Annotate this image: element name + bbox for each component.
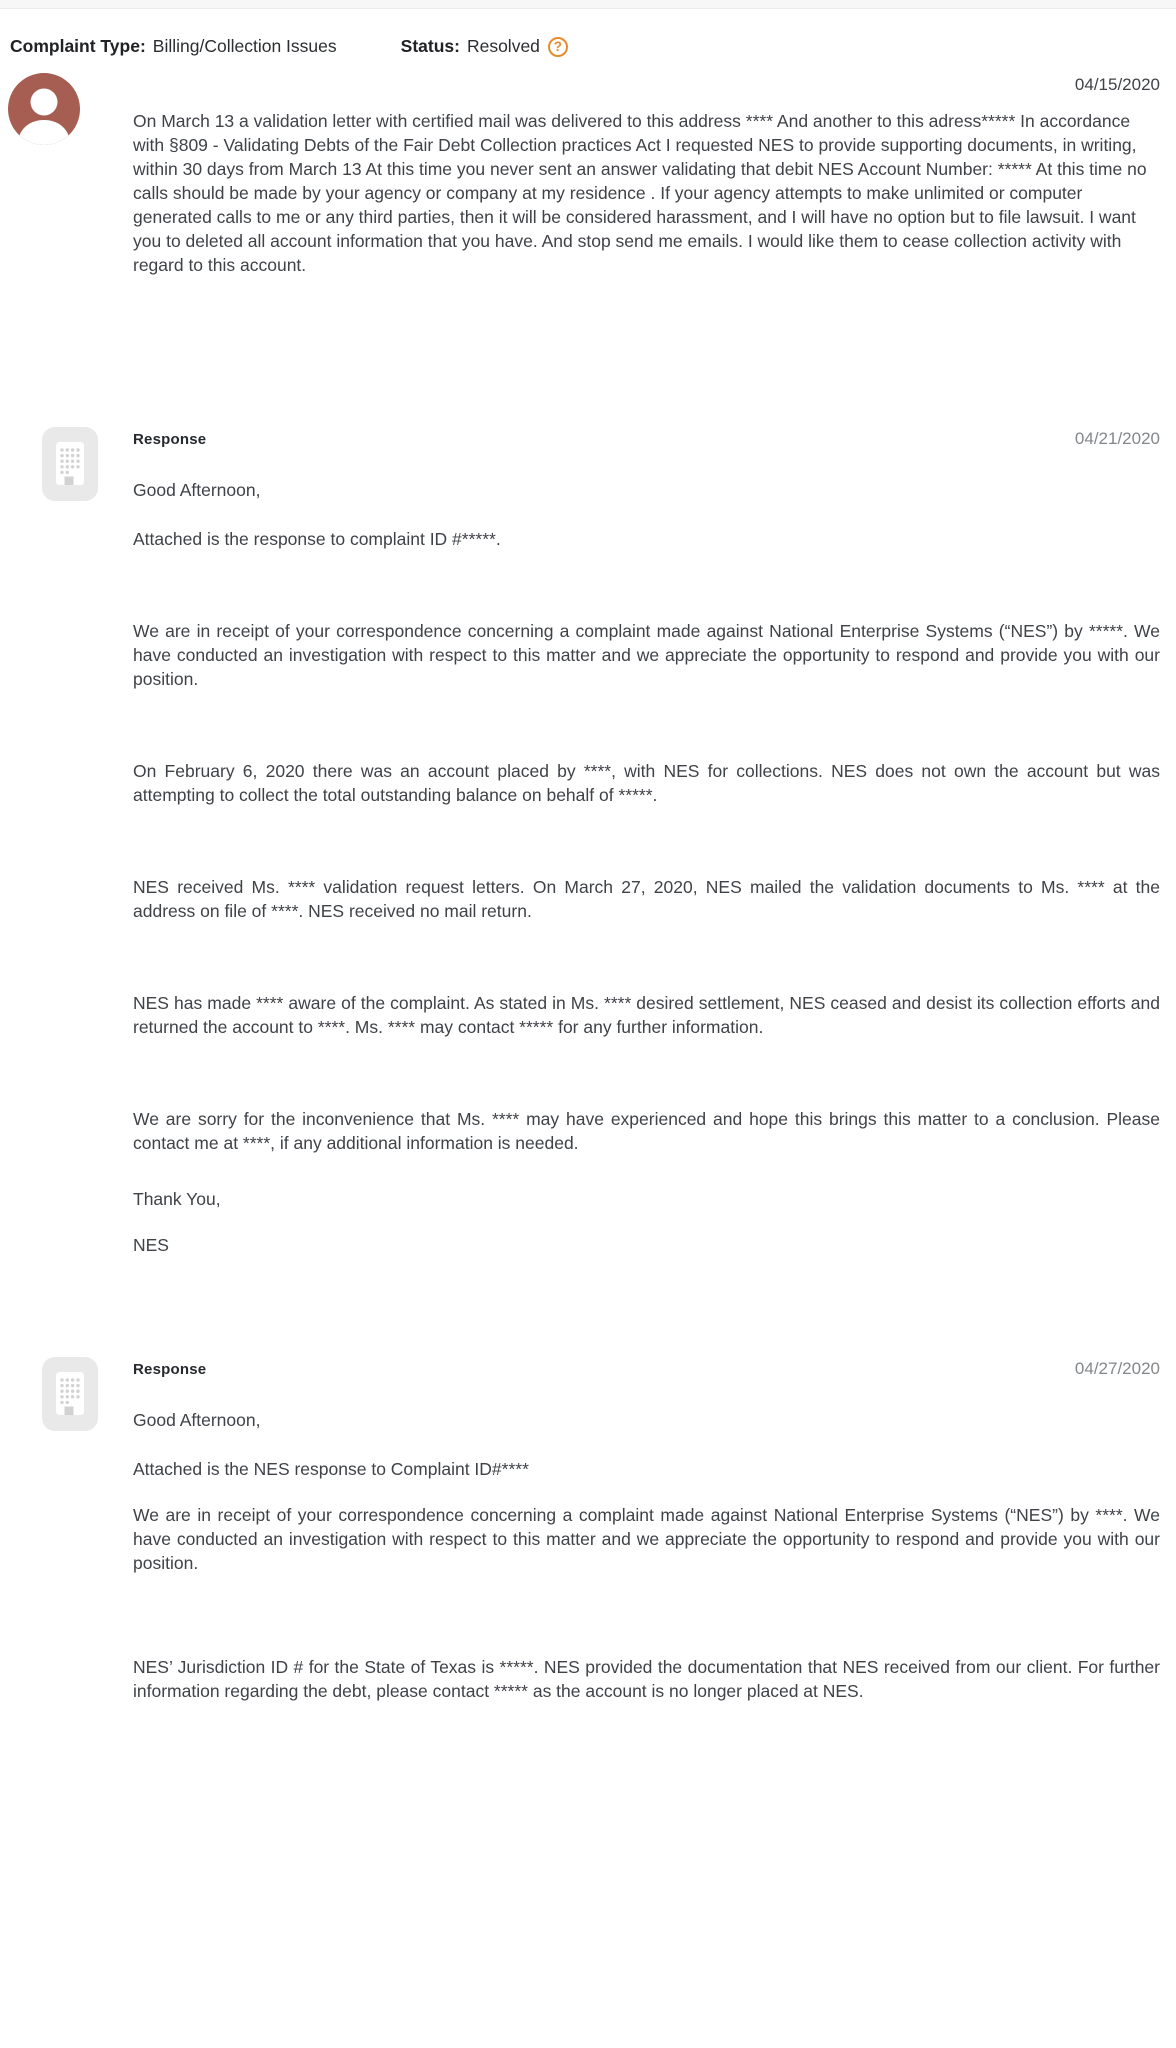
response-date: 04/21/2020 (1074, 429, 1160, 448)
response-header (133, 1357, 1160, 1382)
complaint-header (10, 36, 1160, 57)
response-content (133, 427, 1160, 1257)
response-greeting: Good Afternoon, (133, 1410, 261, 1430)
business-building-icon (42, 1357, 98, 1431)
response-header (133, 427, 1160, 452)
status-help-question-circle-icon[interactable]: ? (548, 37, 568, 57)
response-title: Response (133, 431, 207, 448)
complaint-text: On March 13 a validation letter with certified mail was delivered to this address **** And another to this adress***** In accordance with §809 - Validating Debts of the Fair Debt Collection practices Act I requested NES to provide supporting documents, in writing, within 30 days from March 13 At this time you never sent an answer validating that debit NES Account Number: ***** At this time no calls should be made by your agency or company at my residence . If your agency attempts to make unlimited or computer generated calls to me or any third parties, then it will be considered harassment, and I will have no option but to file lawsuit. I want you to deleted all account information that you have. And stop send me emails. I would like them to cease collection activity with regard to this account. (133, 111, 1147, 275)
consumer-person-icon (8, 73, 80, 145)
complaint-content (133, 73, 1160, 277)
response-closing: Thank You, (133, 1189, 221, 1209)
response-title: Response (133, 1361, 207, 1378)
response-intro: Attached is the response to complaint ID #*****. (133, 529, 501, 549)
complaint-avatar-column (8, 73, 133, 145)
complaint-type-label: Complaint Type: (10, 36, 146, 56)
complaint-detail-page (0, 36, 1176, 1703)
business-building-icon (42, 427, 98, 501)
complaint-status (401, 36, 568, 57)
business-response-2 (8, 1357, 1160, 1703)
response-paragraph: NES’ Jurisdiction ID # for the State of Texas is *****. NES provided the documentation that NES received from our client. For further information regarding the debt, please contact ***** as the account is no longer placed at NES. (133, 1657, 1160, 1701)
top-divider (0, 0, 1176, 9)
response-icon-column (8, 1357, 133, 1431)
complaint-type-value: Billing/Collection Issues (152, 36, 337, 56)
response-paragraph: NES has made **** aware of the complaint. As stated in Ms. **** desired settlement, NES ceased and desist its collection efforts and returned the account to ****. Ms. **** may contact ***** for any further information. (133, 993, 1160, 1037)
status-label: Status: (400, 36, 460, 56)
consumer-complaint-message (8, 73, 1160, 277)
response-icon-column (8, 427, 133, 501)
status-value: Resolved (466, 36, 540, 56)
business-response-1 (8, 427, 1160, 1257)
response-paragraph: On February 6, 2020 there was an account placed by ****, with NES for collections. NES does not own the account but was attempting to collect the total outstanding balance on behalf of *****. (133, 761, 1160, 805)
response-date: 04/27/2020 (1074, 1359, 1160, 1378)
response-paragraph: We are in receipt of your correspondence concerning a complaint made against National Enterprise Systems (“NES”) by ****. We have conducted an investigation with respect to this matter and we appreciate the opportunity to respond and provide you with our position. (133, 1505, 1160, 1573)
response-paragraph: NES received Ms. **** validation request letters. On March 27, 2020, NES mailed the validation documents to Ms. **** at the address on file of ****. NES received no mail return. (133, 877, 1160, 921)
response-greeting: Good Afternoon, (133, 480, 261, 500)
complaint-type (10, 36, 337, 57)
response-intro: Attached is the NES response to Complaint ID#**** (133, 1459, 529, 1479)
response-signature: NES (133, 1235, 169, 1255)
response-content (133, 1357, 1160, 1703)
complaint-date: 04/15/2020 (1074, 75, 1160, 94)
response-paragraph: We are in receipt of your correspondence concerning a complaint made against National Enterprise Systems (“NES”) by *****. We have conducted an investigation with respect to this matter and we appreciate the opportunity to respond and provide you with our position. (133, 621, 1160, 689)
response-paragraph: We are sorry for the inconvenience that Ms. **** may have experienced and hope this brings this matter to a conclusion. Please contact me at ****, if any additional information is needed. (133, 1109, 1160, 1153)
